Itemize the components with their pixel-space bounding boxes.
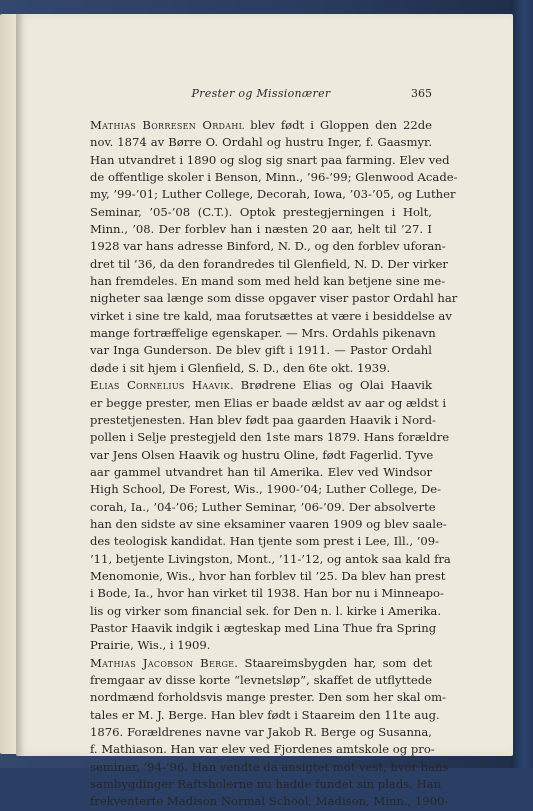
text-line bbox=[90, 342, 432, 359]
book-cover-edge bbox=[511, 0, 533, 768]
text-line bbox=[90, 481, 442, 498]
line-text: 1876. Forældrenes navne var Jakob R. Berge og Susanna, bbox=[90, 725, 432, 740]
line-text: er begge prester, men Elias er baade ældst av aar og ældst i bbox=[90, 395, 447, 410]
line-text: blev født i Gloppen den 22de bbox=[244, 118, 432, 132]
line-text: 1928 var hans adresse Binford, N. D., og den forblev uforan- bbox=[90, 239, 446, 254]
line-text: my, ’99-’01; Luther College, Decorah, Iowa, ’03-’05, og Luther bbox=[90, 187, 456, 202]
line-text: nigheter saa længe som disse opgaver viser pastor Ordahl har bbox=[90, 291, 458, 306]
line-text: nov. 1874 av Børre O. Ordahl og hustru Inger, f. Gaasmyr. bbox=[90, 135, 432, 150]
text-line bbox=[90, 186, 456, 203]
text-line bbox=[90, 464, 432, 481]
text-line bbox=[90, 395, 447, 412]
text-line bbox=[90, 568, 446, 585]
text-line bbox=[90, 551, 451, 568]
line-text: Menomonie, Wis., hvor han forblev til ’25. Da blev han prest bbox=[90, 568, 446, 583]
line-text: Minn., ’08. Der forblev han i næsten 20 aar, helt til ’27. I bbox=[90, 222, 432, 237]
line-text: virket i sine tre kald, maa forutsættes at være i besiddelse av bbox=[90, 308, 452, 323]
gutter-shadow bbox=[16, 14, 24, 756]
text-line bbox=[90, 169, 458, 186]
text-line bbox=[90, 499, 436, 516]
line-text: seminar, ’94-’96. Han vendte da ansigtet mot vest, hvor hans bbox=[90, 759, 449, 774]
text-line bbox=[90, 429, 450, 446]
entry-name: Mathias Jacobson Berge bbox=[90, 655, 235, 670]
line-text: Han utvandret i 1890 og slog sig snart paa farming. Elev ved bbox=[90, 152, 450, 167]
line-text: prestetjenesten. Han blev født paa gaarden Haavik i Nord- bbox=[90, 412, 436, 427]
running-title: Prester og Missionærer bbox=[191, 87, 331, 100]
text-line bbox=[90, 637, 432, 654]
body-text bbox=[90, 117, 458, 811]
text-line bbox=[90, 533, 440, 550]
text-line bbox=[90, 117, 432, 134]
entry-name: Elias Cornelius Haavik bbox=[90, 378, 230, 393]
text-line bbox=[90, 724, 432, 741]
text-line bbox=[90, 620, 437, 637]
line-text: var Jens Olsen Haavik og hustru Oline, født Fagerlid. Tyve bbox=[90, 447, 434, 462]
line-text: frekventerte Madison Normal School, Madison, Minn., 1900- bbox=[90, 794, 449, 809]
line-text: des teologisk kandidat. Han tjente som prest i Lee, Ill., ’09- bbox=[90, 534, 440, 549]
line-text: tales er M. J. Berge. Han blev født i Staareim den 11te aug. bbox=[90, 707, 440, 722]
text-line bbox=[90, 585, 444, 602]
text-line bbox=[90, 290, 458, 307]
line-text: . Brødrene Elias og Olai Haavik bbox=[229, 378, 432, 393]
text-line bbox=[90, 793, 449, 810]
line-text: mange fortræffelige egenskaper. — Mrs. Ordahls pikenavn bbox=[90, 326, 436, 341]
line-text: i Bode, Ia., hvor han virket til 1938. Han bor nu i Minneapo- bbox=[90, 586, 444, 601]
line-text: de offentlige skoler i Benson, Minn., ’96-’99; Glenwood Acade- bbox=[90, 170, 458, 185]
line-text: var Inga Gunderson. De blev gift i 1911. — Pastor Ordahl bbox=[90, 343, 432, 358]
line-text: f. Mathiason. Han var elev ved Fjordenes amtskole og pro- bbox=[90, 742, 435, 757]
line-text: Pastor Haavik indgik i ægteskap med Lina Thue fra Spring bbox=[90, 620, 437, 635]
page-header bbox=[90, 87, 432, 105]
text-line bbox=[90, 741, 435, 758]
line-text: Seminar, ’05-’08 (C.T.). Optok prestegjerningen i Holt, bbox=[90, 204, 432, 219]
line-text: dret til ’36, da den forandredes til Glenfield, N. D. Der virker bbox=[90, 256, 448, 271]
line-text: han fremdeles. En mand som med held kan betjene sine me- bbox=[90, 274, 446, 289]
text-line bbox=[90, 447, 432, 464]
text-line bbox=[90, 655, 432, 672]
line-text: ’11, betjente Livingston, Mont., ’11-’12, og antok saa kald fra bbox=[90, 551, 451, 566]
text-line bbox=[90, 689, 447, 706]
text-line bbox=[90, 134, 432, 151]
line-text: døde i sit hjem i Glenfield, S. D., den 6te okt. 1939. bbox=[90, 360, 391, 375]
text-line bbox=[90, 152, 450, 169]
line-text: High School, De Forest, Wis., 1900-’04; Luther College, De- bbox=[90, 482, 442, 497]
text-line bbox=[90, 256, 448, 273]
text-line bbox=[90, 360, 432, 377]
text-line bbox=[90, 672, 432, 689]
text-line bbox=[90, 221, 432, 238]
text-line bbox=[90, 516, 447, 533]
text-line bbox=[90, 707, 440, 724]
line-text: sambygdinger Raftsholerne nu hadde fundet sin plads. Han bbox=[90, 777, 442, 792]
text-line bbox=[90, 603, 442, 620]
line-text: aar gammel utvandret han til Amerika. Elev ved Windsor bbox=[90, 464, 432, 479]
text-line bbox=[90, 238, 446, 255]
line-text: . Staareimsbygden har, som det bbox=[234, 655, 432, 670]
entry-name: Mathias Borresen Ordahl bbox=[90, 118, 245, 132]
line-text: pollen i Selje prestegjeld den 1ste mars 1879. Hans forældre bbox=[90, 430, 450, 445]
page-number: 365 bbox=[411, 87, 432, 100]
line-text: fremgaar av disse korte “levnetsløp”, skaffet de utflyttede bbox=[90, 673, 432, 687]
text-line bbox=[90, 204, 432, 221]
line-text: lis og virker som financial sek. for Den n. l. kirke i Amerika. bbox=[90, 603, 442, 618]
line-text: nordmænd forholdsvis mange prester. Den som her skal om- bbox=[90, 690, 447, 705]
line-text: han den sidste av sine eksaminer vaaren 1909 og blev saale- bbox=[90, 516, 447, 531]
text-line bbox=[90, 308, 452, 325]
text-line bbox=[90, 377, 432, 394]
text-line bbox=[90, 412, 436, 429]
text-line bbox=[90, 273, 446, 290]
text-line bbox=[90, 325, 436, 342]
text-line bbox=[90, 759, 449, 776]
line-text: Prairie, Wis., i 1909. bbox=[90, 638, 211, 653]
text-line bbox=[90, 776, 442, 793]
line-text: corah, Ia., ’04-’06; Luther Seminar, ’06-’09. Der absolverte bbox=[90, 499, 436, 514]
